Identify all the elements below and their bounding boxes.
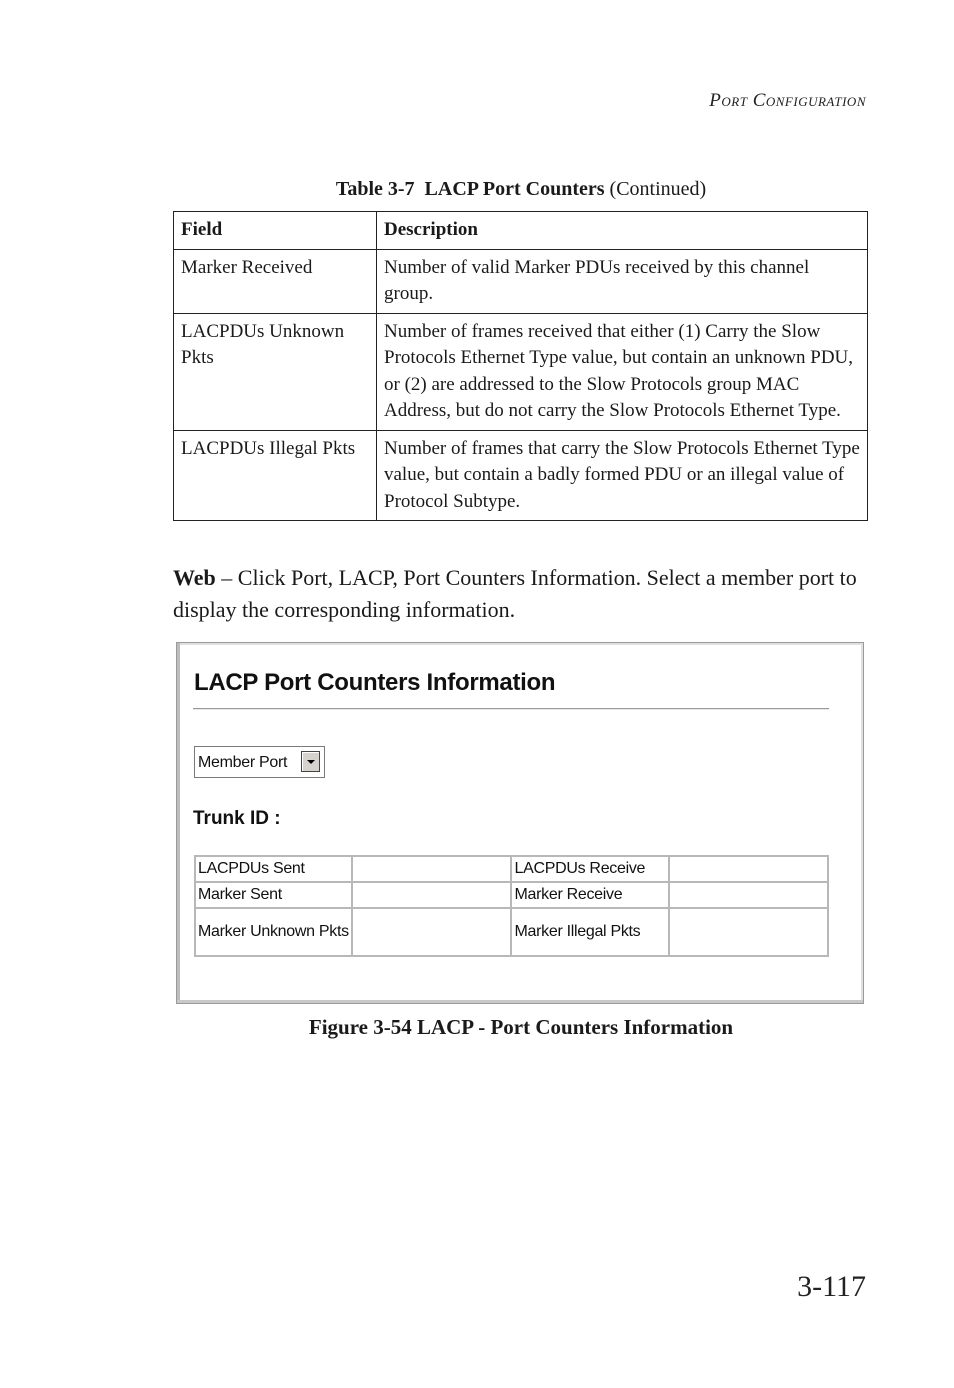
- description-cell: Number of valid Marker PDUs received by this channel group.: [377, 249, 868, 313]
- field-cell: Marker Received: [174, 249, 377, 313]
- description-header: Description: [377, 212, 868, 250]
- field-header: Field: [174, 212, 377, 250]
- chevron-down-icon[interactable]: [301, 751, 320, 772]
- table-title: LACP Port Counters: [424, 178, 605, 200]
- counter-label: LACPDUs Sent: [195, 856, 352, 882]
- web-lead: Web: [173, 565, 216, 590]
- counter-label: LACPDUs Receive: [511, 856, 668, 882]
- port-counters-table: [194, 855, 829, 957]
- counter-label: Marker Illegal Pkts: [511, 908, 668, 956]
- counter-value: [352, 882, 511, 908]
- page-number: 3-117: [797, 1270, 866, 1303]
- running-header: Port Configuration: [709, 90, 866, 111]
- member-port-select-value: Member Port: [198, 754, 288, 771]
- table-row: [174, 313, 868, 430]
- table-header-row: [174, 212, 868, 250]
- counter-label: Marker Unknown Pkts: [195, 908, 352, 956]
- table-row: [174, 430, 868, 521]
- screenshot-title: LACP Port Counters Information: [194, 669, 556, 696]
- title-divider: [193, 708, 829, 710]
- table-row: [195, 908, 828, 956]
- field-cell: LACPDUs Illegal Pkts: [174, 430, 377, 521]
- table-continued: (Continued): [609, 178, 707, 200]
- screenshot-figure: [176, 642, 864, 1004]
- figure-caption: Figure 3-54 LACP - Port Counters Information: [308, 1015, 734, 1039]
- lacp-counters-field-table: [173, 211, 868, 521]
- counter-label: Marker Sent: [195, 882, 352, 908]
- counter-label: Marker Receive: [511, 882, 668, 908]
- table-caption: [174, 178, 868, 201]
- member-port-select[interactable]: [194, 746, 325, 778]
- description-cell: Number of frames that carry the Slow Protocols Ethernet Type value, but contain a badly formed PDU or an illegal value of Protocol Subtype.: [377, 430, 868, 521]
- counter-value: [669, 908, 828, 956]
- counter-value: [352, 908, 511, 956]
- counter-value: [669, 856, 828, 882]
- table-row: [195, 882, 828, 908]
- field-cell: LACPDUs Unknown Pkts: [174, 313, 377, 430]
- description-cell: Number of frames received that either (1) Carry the Slow Protocols Ethernet Type value, but contain an unknown PDU, or (2) are addressed to the Slow Protocols group MAC Address, but do not carry the Slow Protocols Ethernet Type.: [377, 313, 868, 430]
- counter-value: [352, 856, 511, 882]
- web-instruction: [173, 562, 873, 626]
- frame-edge: [177, 643, 180, 1003]
- counter-value: [669, 882, 828, 908]
- table-row: [195, 856, 828, 882]
- table-row: [174, 249, 868, 313]
- table-number: Table 3-7: [335, 178, 415, 200]
- trunk-id-label: Trunk ID :: [193, 808, 281, 829]
- web-instruction-text: – Click Port, LACP, Port Counters Information. Select a member port to display the corresponding information.: [173, 565, 857, 622]
